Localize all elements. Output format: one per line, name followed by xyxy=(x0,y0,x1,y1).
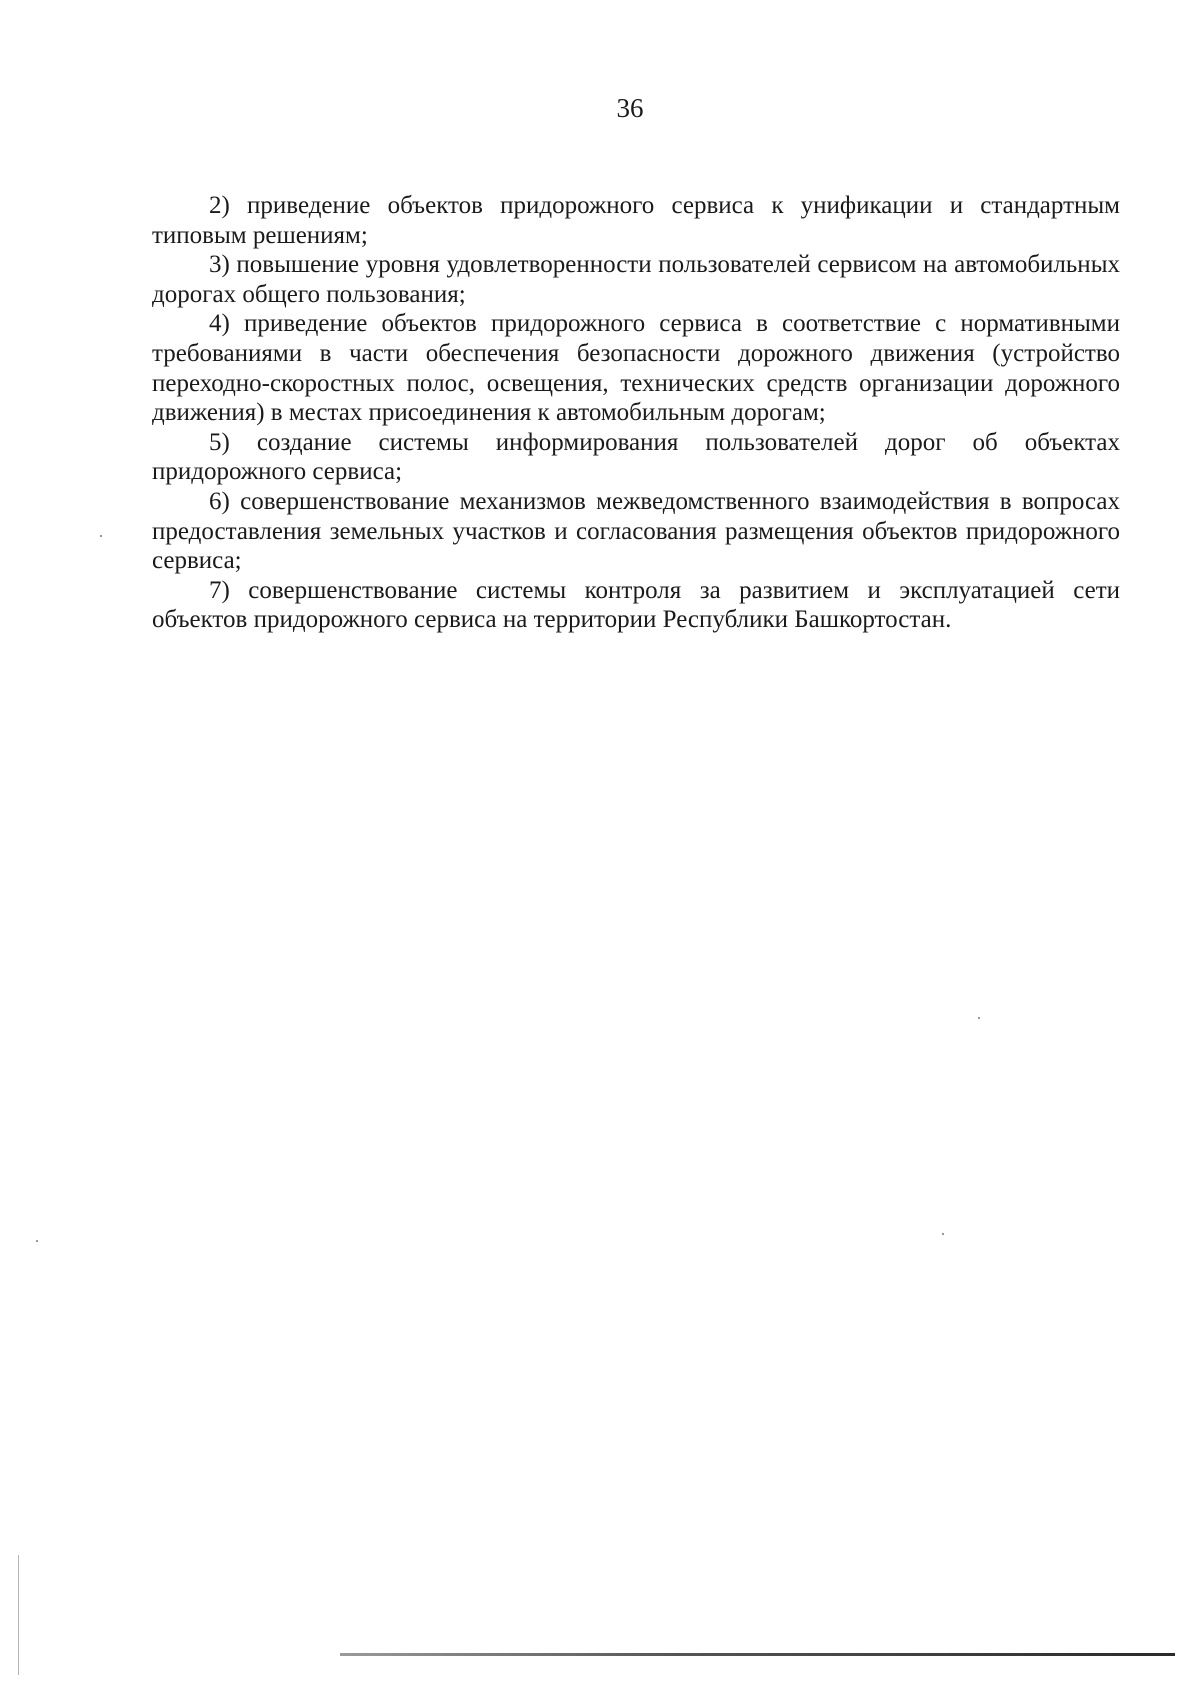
scan-speck xyxy=(942,1233,944,1235)
list-item: 5) создание системы информирования пользователей дорог об объектах придорожного сервиса; xyxy=(152,428,1120,486)
list-item: 7) совершенствование системы контроля за развитием и эксплуатацией сети объектов придорожного сервиса на территории Республики Башкортостан. xyxy=(152,576,1120,634)
footer-rule xyxy=(340,1653,1175,1656)
scan-speck xyxy=(978,1017,980,1019)
list-item: 4) приведение объектов придорожного сервиса в соответствие с нормативными требованиями в части обеспечения безопасности дорожного движения (устройство переходно-скоростных полос, освещения, технических средств организации дорожного движения) в местах присоединения к автомобильным дорогам; xyxy=(152,310,1120,427)
list-item: 2) приведение объектов придорожного сервиса к унификации и стандартным типовым решениям; xyxy=(152,192,1120,249)
scan-speck xyxy=(100,535,102,537)
list-item: 6) совершенствование механизмов межведомственного взаимодействия в вопросах предоставления земельных участков и согласования размещения объектов придорожного сервиса; xyxy=(152,487,1120,575)
scan-speck xyxy=(36,1240,38,1242)
list-item: 3) повышение уровня удовлетворенности пользователей сервисом на автомобильных дорогах общего пользования; xyxy=(152,251,1120,308)
document-body xyxy=(152,191,1120,635)
page-number: 36 xyxy=(616,93,644,123)
scan-edge-mark xyxy=(18,1555,19,1675)
